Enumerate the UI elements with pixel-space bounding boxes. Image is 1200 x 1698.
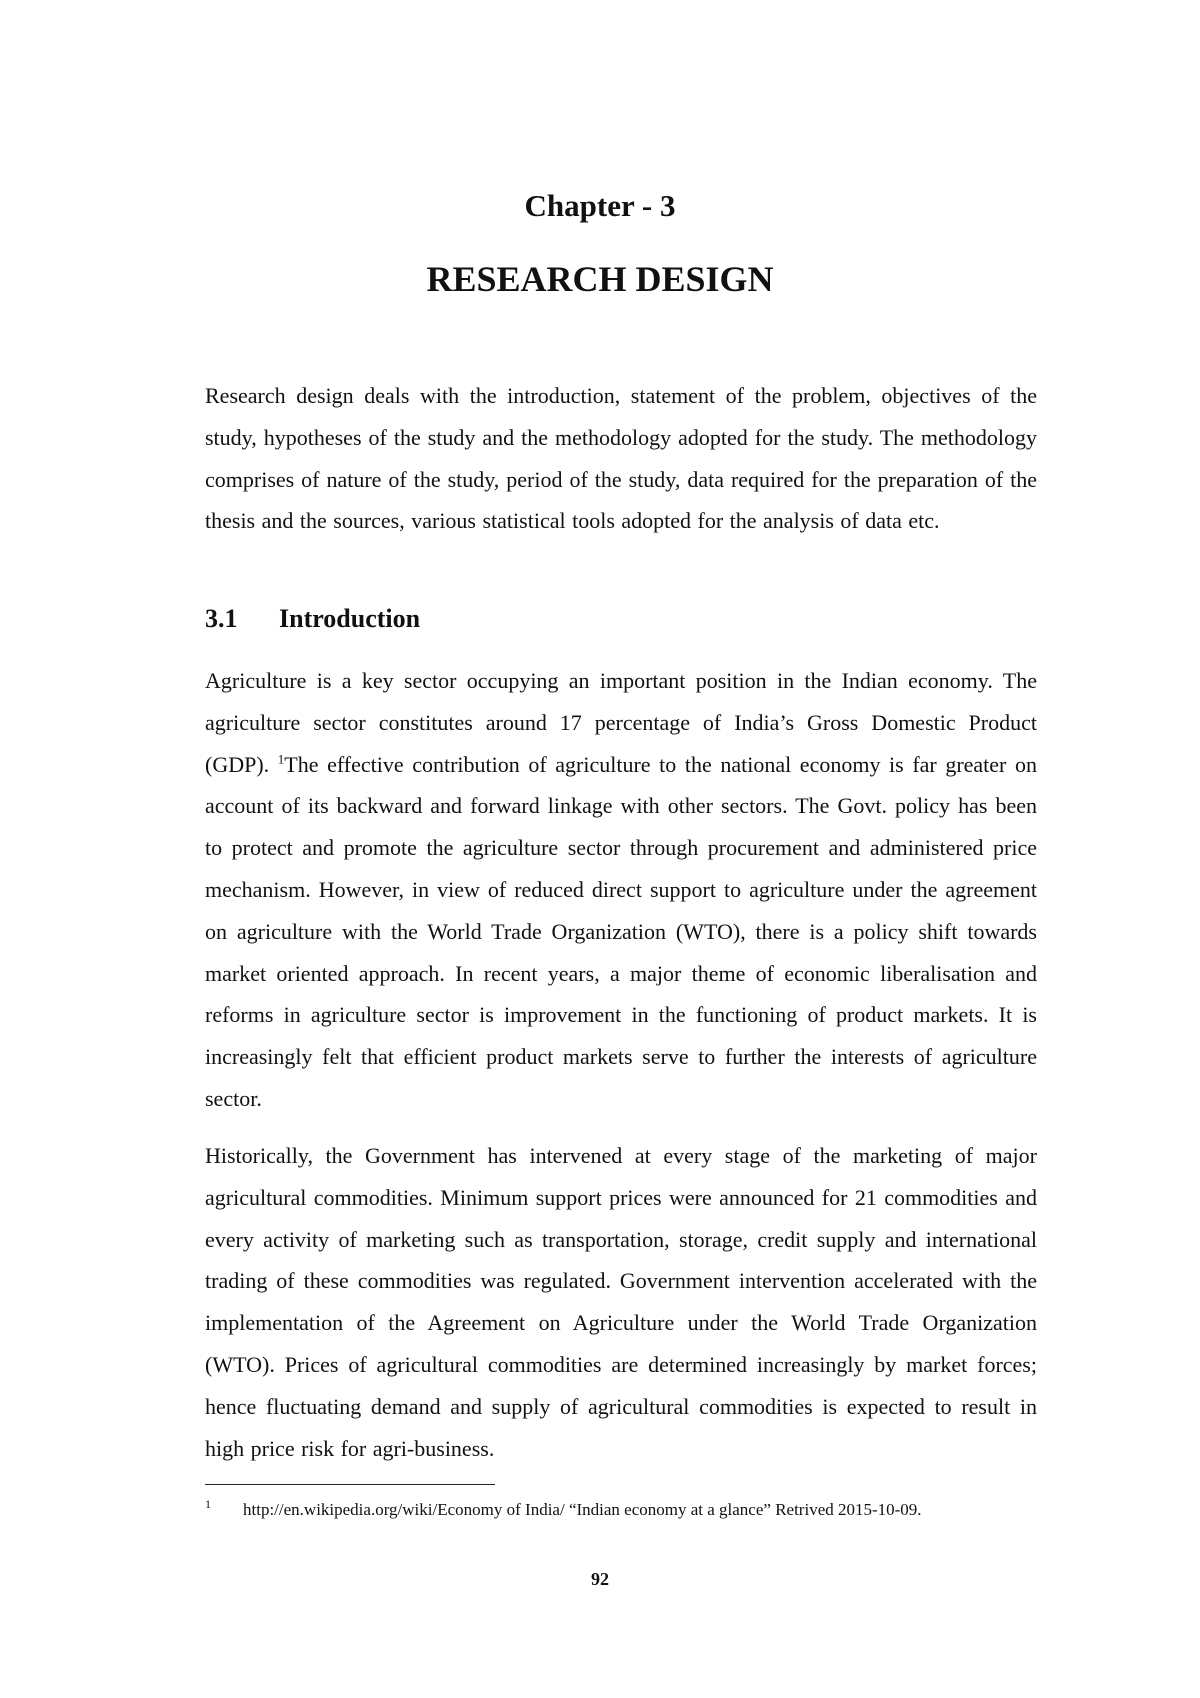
footnote-reference: 1 (277, 751, 285, 767)
footnote-text: http://en.wikipedia.org/wiki/Economy of India/ “Indian economy at a glance” Retrived 2015-10-09. (243, 1500, 922, 1519)
chapter-title: RESEARCH DESIGN (426, 259, 774, 299)
section-title: Introduction (279, 604, 421, 633)
body-paragraph-2: Historically, the Government has intervened at every stage of the marketing of major agricultural commodities. Minimum support prices were announced for 21 commodities and every activity of marketing such as transportation, storage, credit supply and international trading of these commodities was regulated. Government intervention accelerated with the implementation of the Agreement on Agriculture under the World Trade Organization (WTO). Prices of agricultural commodities are determined increasingly by market forces; hence fluctuating demand and supply of agricultural commodities is expected to result in high price risk for agri-business. (205, 1143, 1037, 1461)
body-paragraph-1 (205, 660, 1037, 1120)
page-number: 92 (591, 1569, 609, 1589)
chapter-label: Chapter - 3 (524, 188, 676, 223)
paragraph-1-text-a: Agriculture is a key sector occupying an important position in the Indian economy. The agriculture sector constitutes around 17 percentage of India’s Gross Domestic Product (GDP). (205, 668, 1037, 777)
section-number: 3.1 (205, 604, 238, 633)
paragraph-1-text-b: The effective contribution of agriculture to the national economy is far greater on account of its backward and forward linkage with other sectors. The Govt. policy has been to protect and promote the agriculture sector through procurement and administered price mechanism. However, in view of reduced direct support to agriculture under the agreement on agriculture with the World Trade Organization (WTO), there is a policy shift towards market oriented approach. In recent years, a major theme of economic liberalisation and reforms in agriculture sector is improvement in the functioning of product markets. It is increasingly felt that efficient product markets serve to further the interests of agriculture sector. (205, 751, 1037, 1111)
section-heading (205, 602, 420, 636)
footnote-mark: 1 (205, 1497, 211, 1511)
intro-paragraph: Research design deals with the introduction, statement of the problem, objectives of the study, hypotheses of the study and the methodology adopted for the study. The methodology comprises of nature of the study, period of the study, data required for the preparation of the thesis and the sources, various statistical tools adopted for the analysis of data etc. (205, 383, 1037, 534)
footnote-divider (205, 1484, 495, 1485)
